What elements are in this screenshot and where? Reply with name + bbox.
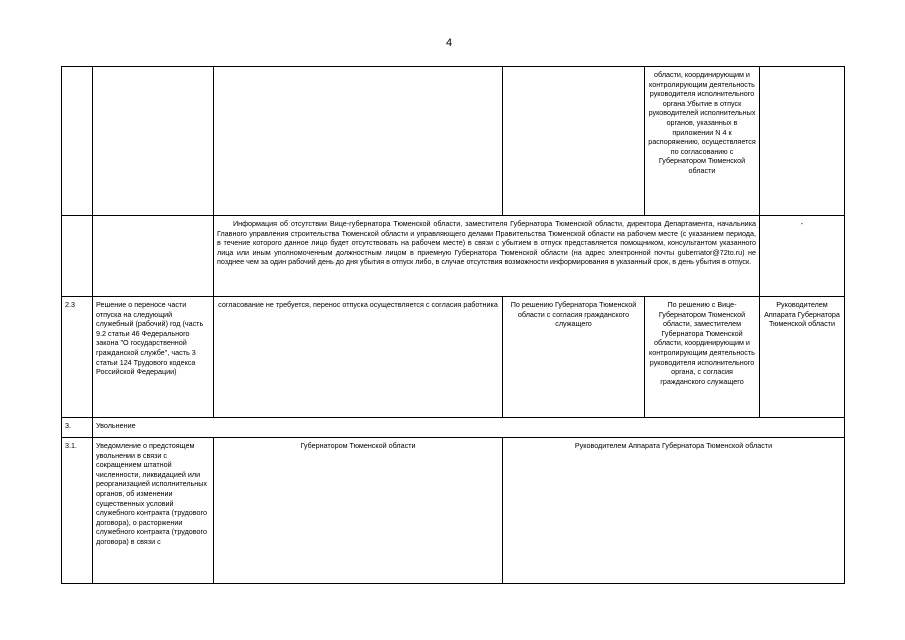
cell-col4-merged: Руководителем Аппарата Губернатора Тюменской области (503, 438, 845, 584)
cell-description: Уведомление о предстоящем увольнении в связи с сокращением штатной численности, ликвидацией или реорганизацией исполнительных органов, об изменении существенных условий служебного контракта (трудового договора), о расторжении служебного контракта (трудового договора) в связи с (93, 438, 214, 584)
cell-info-text: Информация об отсутствии Вице-губернатора Тюменской области, заместителя Губернатора Тюменской области, директора Департамента, начальника Главного управления строительства Тюменской области и управляющего делами Правительства Тюменской области на рабочем месте (с указанием периода, в течение которого данное лицо будет отсутствовать на рабочем месте) в связи с убытием в отпуск представляется помощником, консультантом указанного лица или иным уполномоченным должностным лицом в приемную Губернатора Тюменской области (на адрес электронной почты gubernator@72to.ru) не позднее чем за один рабочий день до дня убытия в отпуск либо, в случае отсутствия возможности информирования в указанный срок, в день убытия в отпуск. (214, 216, 760, 297)
table-row-info (62, 216, 845, 297)
document-table (61, 66, 845, 584)
cell-col3: согласование не требуется, перенос отпуска осуществляется с согласия работника (214, 297, 503, 418)
cell-col4: По решению Губернатора Тюменской области с согласия гражданского служащего (503, 297, 645, 418)
cell-desc-empty (93, 216, 214, 297)
table-row-2-3 (62, 297, 845, 418)
table-row-3 (62, 418, 845, 438)
cell-col5-continued: области, координирующим и контролирующим деятельность руководителя исполнительного органа Убытие в отпуск руководителей исполнительных органов, указанных в приложении N 4 к распоряжению, осуществляется по согласованию с Губернатором Тюменской области (645, 67, 760, 216)
cell-col3-empty (214, 67, 503, 216)
page-number: 4 (446, 37, 453, 49)
table-row-3-1 (62, 438, 845, 584)
cell-section-title: Увольнение (93, 418, 845, 438)
cell-num-empty (62, 67, 93, 216)
cell-num-empty (62, 216, 93, 297)
cell-col3: Губернатором Тюменской области (214, 438, 503, 584)
cell-col4-empty (503, 67, 645, 216)
cell-info-dash: - (760, 216, 845, 297)
cell-col6-empty (760, 67, 845, 216)
cell-col5: По решению с Вице-Губернатором Тюменской области, заместителем Губернатора Тюменской области, координирующим и контролирующим деятельность руководителя исполнительного органа, с согласия гражданского служащего (645, 297, 760, 418)
cell-description: Решение о переносе части отпуска на следующий служебный (рабочий) год (часть 9.2 статьи 46 Федерального закона "О государственной гражданской службе", часть 3 статьи 124 Трудового кодекса Российской Федерации) (93, 297, 214, 418)
table-row-continued (62, 67, 845, 216)
cell-desc-empty (93, 67, 214, 216)
cell-row-number: 2.3 (62, 297, 93, 418)
cell-row-number: 3.1. (62, 438, 93, 584)
cell-col6: Руководителем Аппарата Губернатора Тюменской области (760, 297, 845, 418)
cell-row-number: 3. (62, 418, 93, 438)
